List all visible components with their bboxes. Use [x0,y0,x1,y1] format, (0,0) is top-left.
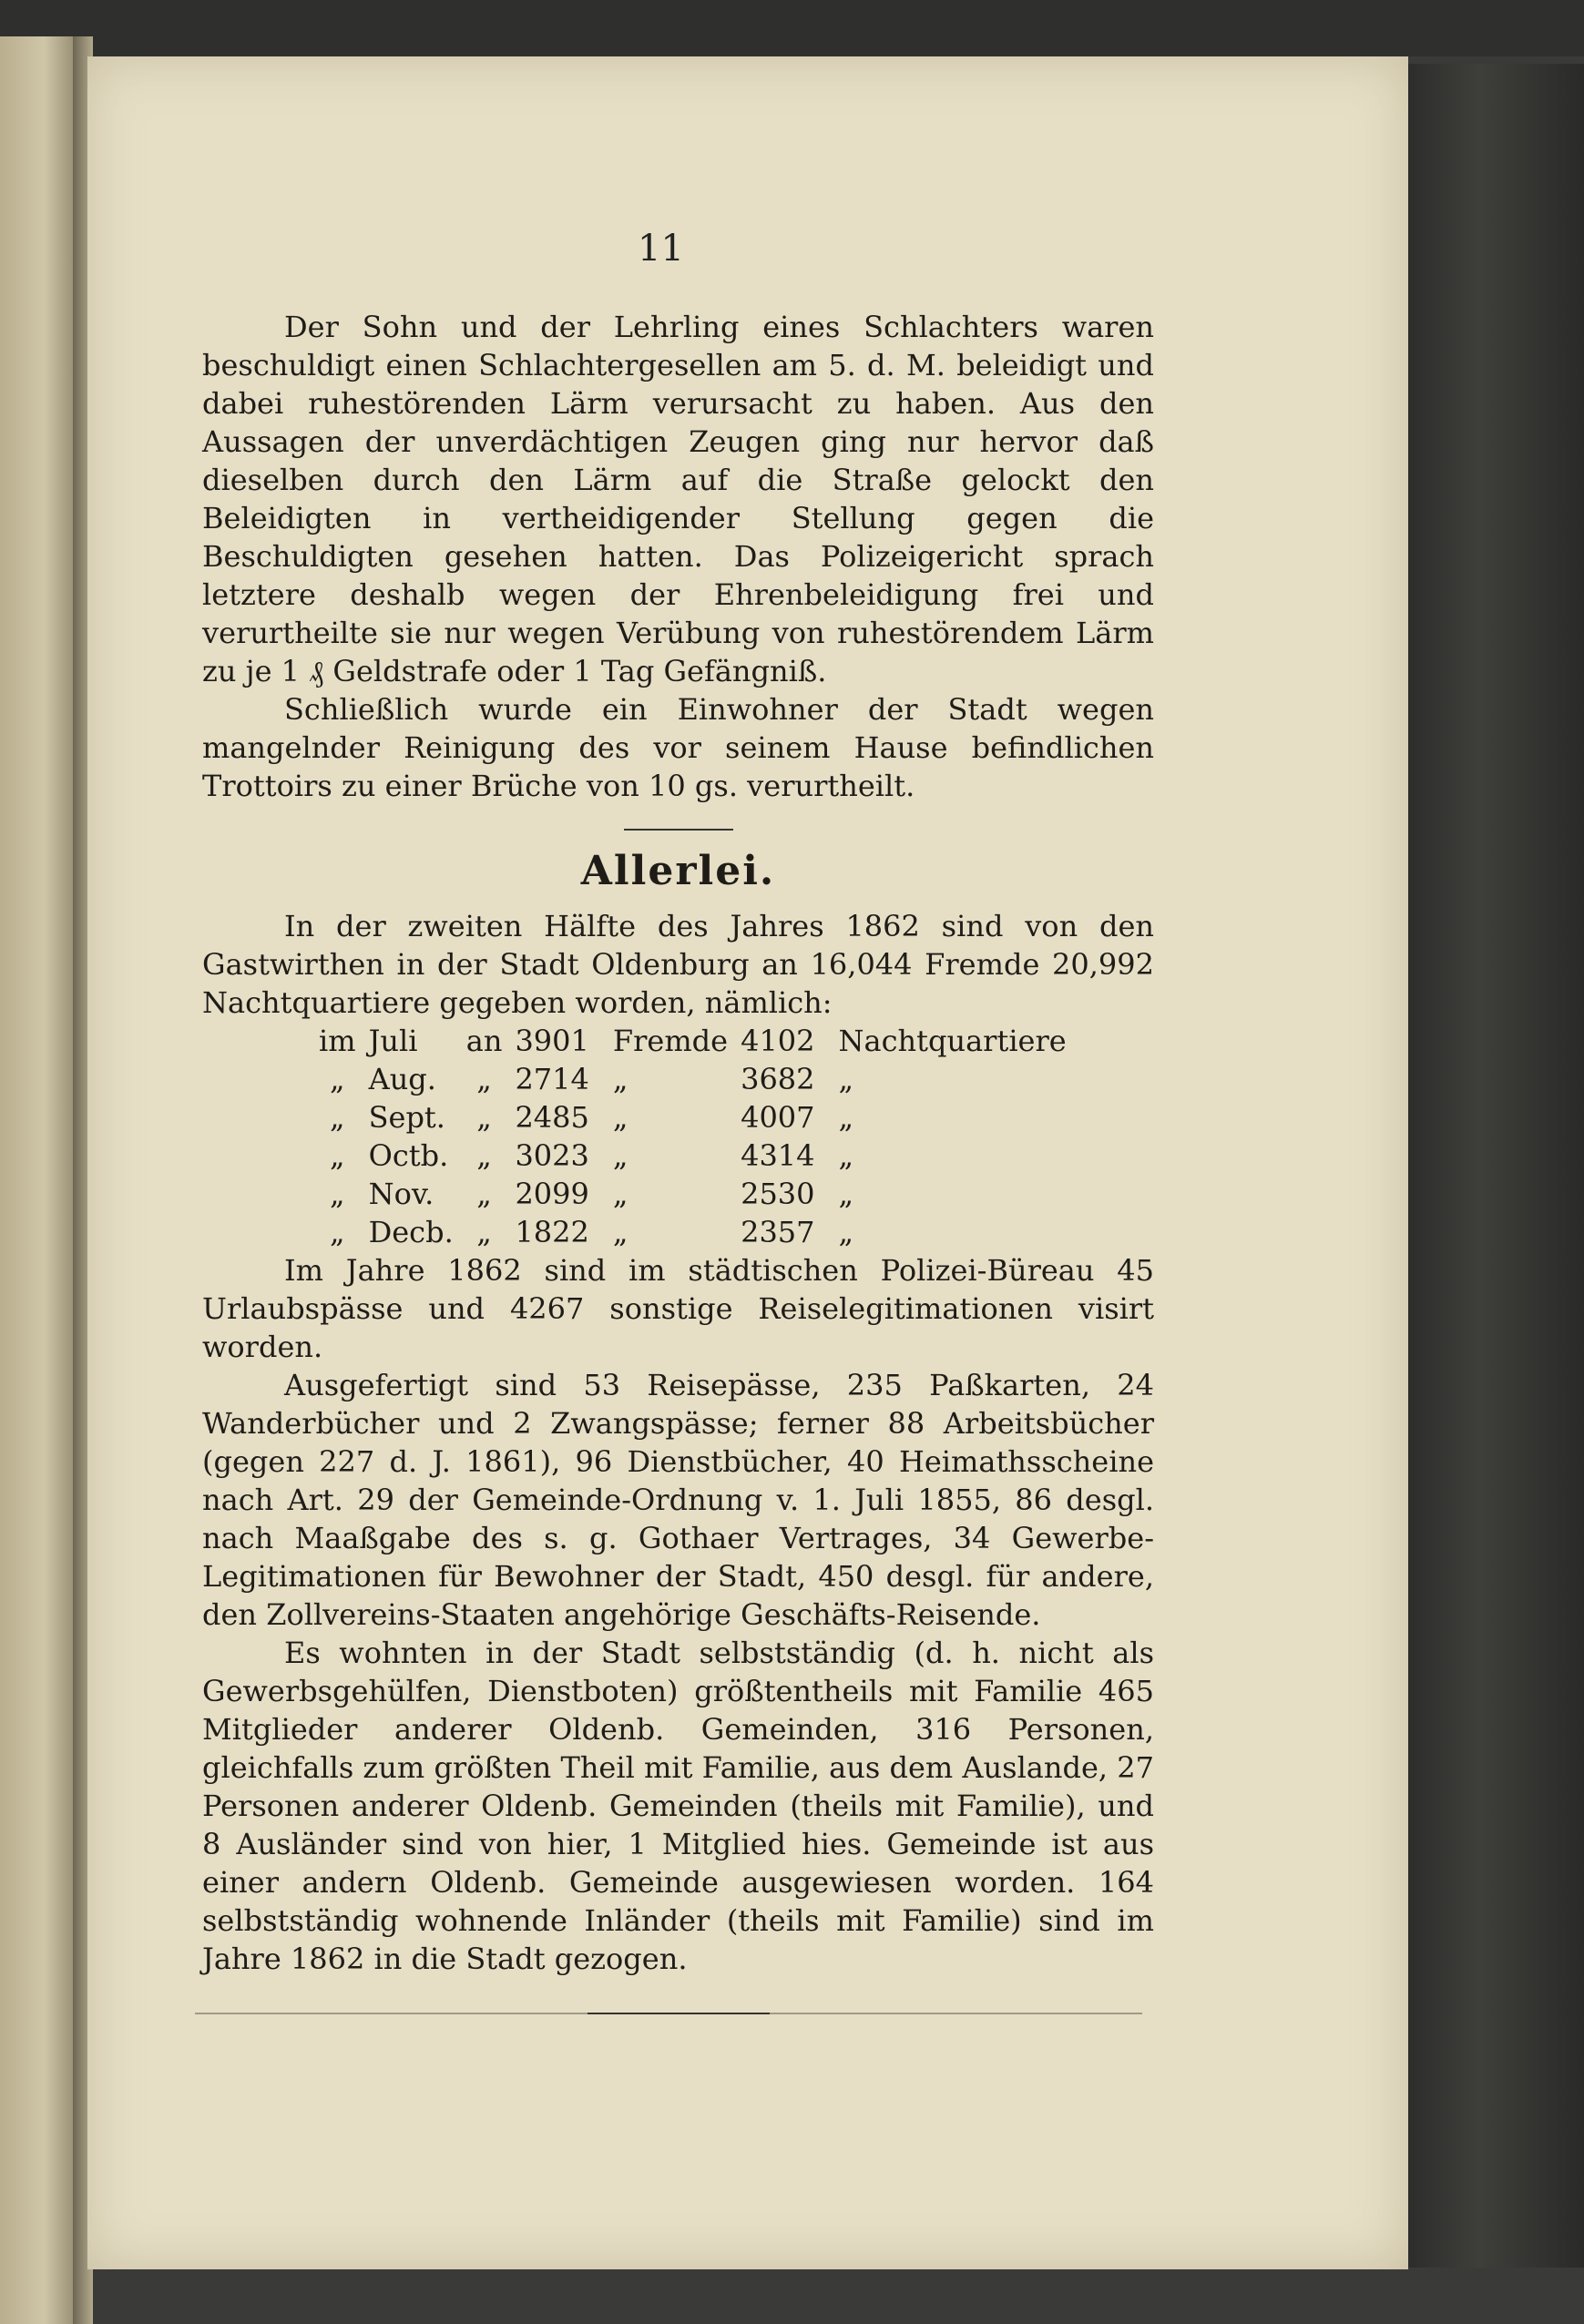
row-guests: 2714 [515,1062,589,1096]
row-lodgings-label: „ [838,1215,854,1249]
section-heading: Allerlei. [580,848,776,894]
section-divider [624,829,733,831]
table-row [319,1175,1079,1213]
row-lodgings-label: „ [838,1138,854,1173]
row-an: „ [476,1062,492,1096]
row-prefix: „ [330,1062,345,1096]
paragraph-passes: Im Jahre 1862 sind im städtischen Polizei-Büreau 45 Urlaubspässe und 4267 sonstige Reiselegitimationen visirt worden. [202,1253,1154,1364]
row-guests-label: Fremde [612,1024,729,1058]
lodging-table [319,1022,1079,1251]
row-lodgings: 4007 [741,1100,815,1135]
page-content [202,308,1154,2036]
left-page-edge [0,36,80,2324]
book-cover-edge [1408,64,1584,2268]
row-month: Octb. [368,1138,449,1173]
table-row [319,1060,1079,1098]
row-lodgings: 4314 [741,1138,815,1173]
paragraph-residents: Es wohnten in der Stadt selbstständig (d. h. nicht als Gewerbsgehülfen, Dienstboten) größtentheils mit Familie 465 Mitglieder anderer Oldenb. Gemeinden, 316 Personen, gleichfalls zum größten Theil mit Familie, aus dem Auslande, 27 Personen anderer Oldenb. Gemeinden (theils mit Familie), und 8 Ausländer sind von hier, 1 Mitglied hies. Gemeinde ist aus einer andern Oldenb. Gemeinde ausgewiesen worden. 164 selbstständig wohnende Inländer (theils mit Familie) sind im Jahre 1862 in die Stadt gezogen. [202,1636,1154,1976]
row-guests-label: „ [612,1138,628,1173]
row-guests-label: „ [612,1062,628,1096]
row-lodgings: 2530 [741,1177,815,1211]
row-prefix: im [319,1024,356,1058]
row-prefix: „ [330,1100,345,1135]
row-guests: 3023 [515,1138,589,1173]
row-lodgings: 3682 [741,1062,815,1096]
paragraph-documents: Ausgefertigt sind 53 Reisepässe, 235 Paßkarten, 24 Wanderbücher und 2 Zwangspässe; ferner 88 Arbeitsbücher (gegen 227 d. J. 1861), 96 Dienstbücher, 40 Heimathsscheine nach Art. 29 der Gemeinde-Ordnung v. 1. Juli 1855, 86 desgl. nach Maaßgabe des s. g. Gothaer Vertrages, 34 Gewerbe-Legitimationen für Bewohner der Stadt, 450 desgl. für andere, den Zollvereins-Staaten angehörige Geschäfts-Reisende. [202,1368,1154,1632]
paragraph-lodging-intro: In der zweiten Hälfte des Jahres 1862 sind von den Gastwirthen in der Stadt Oldenburg an 16,044 Fremde 20,992 Nachtquartiere gegeben worden, nämlich: [202,909,1154,1020]
top-background [0,0,1584,56]
row-guests: 3901 [515,1024,589,1058]
row-prefix: „ [330,1215,345,1249]
row-month: Aug. [368,1062,436,1096]
row-month: Decb. [368,1215,454,1249]
row-guests-label: „ [612,1100,628,1135]
page-number: 11 [638,228,684,270]
row-month: Nov. [368,1177,434,1211]
row-lodgings-label: Nachtquartiere [838,1024,1067,1058]
row-lodgings-label: „ [838,1100,854,1135]
row-an: „ [476,1100,492,1135]
row-month: Juli [368,1024,418,1058]
row-lodgings: 4102 [741,1024,815,1058]
row-lodgings-label: „ [838,1062,854,1096]
paragraph-court-case: Der Sohn und der Lehrling eines Schlachters waren beschuldigt einen Schlachtergesellen am 5. d. M. beleidigt und dabei ruhestörenden Lärm verursacht zu haben. Aus den Aussagen der unverdächtigen Zeugen ging nur hervor daß dieselben durch den Lärm auf die Straße gelockt den Beleidigten in vertheidigender Stellung gegen die Beschuldigten gesehen hatten. Das Polizeigericht sprach letztere deshalb wegen der Ehrenbeleidigung frei und verurtheilte sie nur wegen Verübung von ruhestörendem Lärm zu je 1 ₰ Geldstrafe oder 1 Tag Gefängniß. [202,310,1154,688]
row-month: Sept. [368,1100,445,1135]
row-an: „ [476,1215,492,1249]
row-lodgings: 2357 [741,1215,815,1249]
table-row [319,1137,1079,1175]
row-guests-label: „ [612,1177,628,1211]
row-guests: 2099 [515,1177,589,1211]
row-guests: 1822 [515,1215,589,1249]
paragraph-sidewalk-case: Schließlich wurde ein Einwohner der Stadt wegen mangelnder Reinigung des vor seinem Hause befindlichen Trottoirs zu einer Brüche von 10 gs. verurtheilt. [202,692,1154,803]
row-guests-label: „ [612,1215,628,1249]
table-row [319,1022,1079,1060]
table-row [319,1098,1079,1137]
row-an: „ [476,1138,492,1173]
row-lodgings-label: „ [838,1177,854,1211]
bottom-rule [195,2013,1142,2014]
row-guests: 2485 [515,1100,589,1135]
row-an: „ [476,1177,492,1211]
row-prefix: „ [330,1138,345,1173]
row-an: an [465,1024,503,1058]
table-row [319,1213,1079,1251]
row-prefix: „ [330,1177,345,1211]
